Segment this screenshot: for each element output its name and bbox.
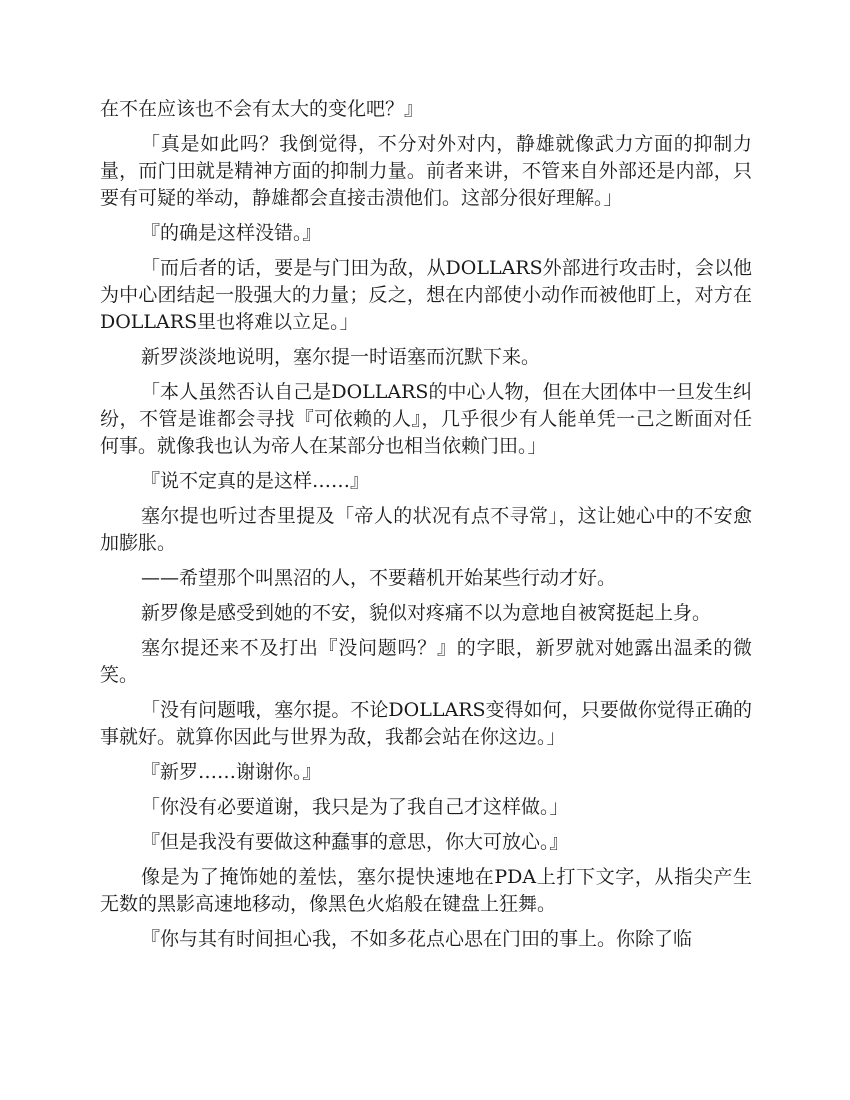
paragraph: 「你没有必要道谢，我只是为了我自己才这样做。」 — [141, 796, 569, 818]
paragraph: 像是为了掩饰她的羞怯，塞尔提快速地在PDA上打下文字，从指尖产生无数的黑影高速地移动，像黑色火焰般在键盘上狂舞。 — [100, 866, 752, 915]
paragraph: ——希望那个叫黑沼的人，不要藉机开始某些行动才好。 — [141, 567, 617, 589]
document-page — [100, 96, 752, 961]
paragraph: 在不在应该也不会有太大的变化吧？』 — [100, 98, 424, 120]
paragraph: 新罗像是感受到她的不安，貌似对疼痛不以为意地自被窝挺起上身。 — [141, 602, 712, 624]
paragraph: 「没有问题哦，塞尔提。不论DOLLARS变得如何，只要做你觉得正确的事就好。就算你因此与世界为敌，我都会站在你这边。」 — [100, 699, 752, 748]
paragraph: 『新罗……谢谢你。』 — [141, 761, 322, 783]
paragraph: 新罗淡淡地说明，塞尔提一时语塞而沉默下来。 — [141, 346, 541, 368]
paragraph: 『你与其有时间担心我，不如多花点心思在门田的事上。你除了临 — [141, 928, 693, 950]
paragraph: 塞尔提还来不及打出『没问题吗？』的字眼，新罗就对她露出温柔的微笑。 — [100, 637, 752, 686]
paragraph: 「本人虽然否认自己是DOLLARS的中心人物，但在大团体中一旦发生纠纷，不管是谁都会寻找『可依赖的人』，几乎很少有人能单凭一己之断面对任何事。就像我也认为帝人在某部分也相当依赖门田。」 — [100, 381, 752, 457]
paragraph: 『的确是这样没错。』 — [141, 222, 322, 244]
paragraph: 塞尔提也听过杏里提及「帝人的状况有点不寻常」，这让她心中的不安愈加膨胀。 — [100, 505, 752, 554]
paragraph: 『说不定真的是这样……』 — [141, 470, 370, 492]
paragraph: 「真是如此吗？我倒觉得，不分对外对内，静雄就像武力方面的抑制力量，而门田就是精神方面的抑制力量。前者来讲，不管来自外部还是内部，只要有可疑的举动，静雄都会直接击溃他们。这部分很好理解。」 — [100, 133, 752, 209]
paragraph: 「而后者的话，要是与门田为敌，从DOLLARS外部进行攻击时，会以他为中心团结起一股强大的力量；反之，想在内部使小动作而被他盯上，对方在DOLLARS里也将难以立足。」 — [100, 257, 752, 333]
paragraph: 『但是我没有要做这种蠢事的意思，你大可放心。』 — [141, 831, 569, 853]
